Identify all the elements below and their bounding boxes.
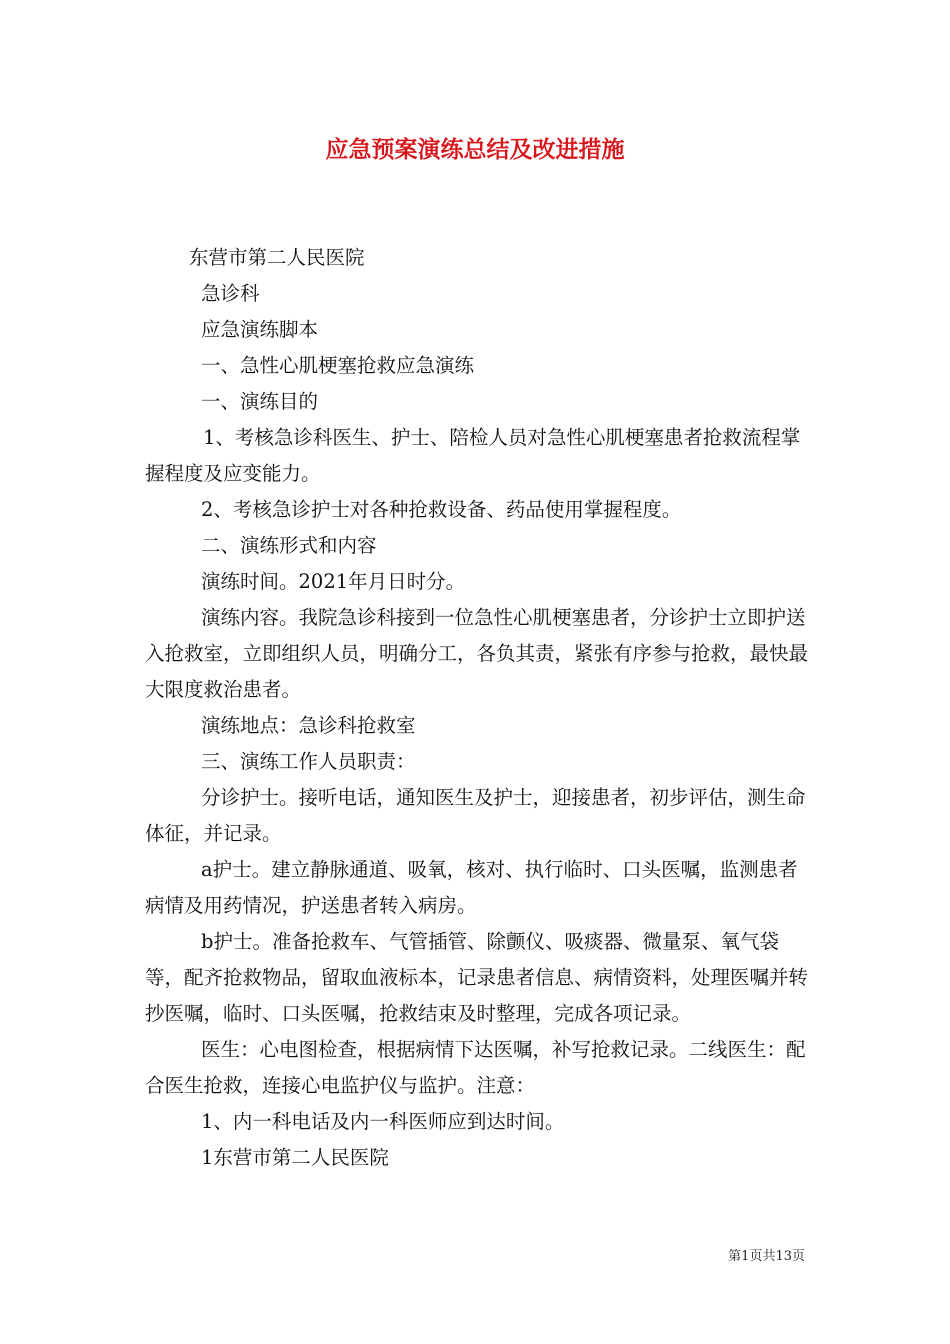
paragraph: 1东营市第二人民医院 — [201, 1146, 389, 1169]
paragraph: 分诊护士。接听电话，通知医生及护士，迎接患者，初步评估，测生命体征，并记录。 — [145, 786, 806, 845]
paragraph: 2、考核急诊护士对各种抢救设备、药品使用掌握程度。 — [201, 498, 682, 521]
page-number-footer: 第1页共13页 — [728, 1249, 805, 1264]
paragraph: 医生：心电图检查，根据病情下达医嘱，补写抢救记录。二线医生：配合医生抢救，连接心电监护仪与监护。注意： — [145, 1038, 806, 1097]
paragraph: 1、考核急诊科医生、护士、陪检人员对急性心肌梗塞患者抢救流程掌握程度及应变能力。 — [145, 426, 801, 485]
document-title: 应急预案演练总结及改进措施 — [325, 136, 625, 163]
paragraph: 演练时间。2021年月日时分。 — [201, 570, 466, 593]
document-body — [145, 240, 810, 1176]
paragraph: 急诊科 — [201, 282, 260, 305]
paragraph: 1、内一科电话及内一科医师应到达时间。 — [201, 1110, 565, 1133]
paragraph: 三、演练工作人员职责： — [201, 750, 416, 773]
paragraph: 东营市第二人民医院 — [189, 246, 365, 269]
paragraph: 应急演练脚本 — [201, 318, 319, 341]
paragraph: 演练内容。我院急诊科接到一位急性心肌梗塞患者，分诊护士立即护送入抢救室，立即组织人员，明确分工，各负其责，紧张有序参与抢救，最快最大限度救治患者。 — [145, 606, 809, 701]
paragraph: 二、演练形式和内容 — [201, 534, 377, 557]
paragraph: 演练地点：急诊科抢救室 — [201, 714, 416, 737]
paragraph: a护士。建立静脉通道、吸氧，核对、执行临时、口头医嘱，监测患者病情及用药情况，护送患者转入病房。 — [145, 858, 798, 917]
paragraph: b护士。准备抢救车、气管插管、除颤仪、吸痰器、微量泵、氧气袋等，配齐抢救物品，留取血液标本，记录患者信息、病情资料，处理医嘱并转抄医嘱，临时、口头医嘱，抢救结束及时整理，完成各项记录。 — [145, 930, 809, 1025]
paragraph: 一、急性心肌梗塞抢救应急演练 — [201, 354, 475, 377]
paragraph: 一、演练目的 — [201, 390, 319, 413]
